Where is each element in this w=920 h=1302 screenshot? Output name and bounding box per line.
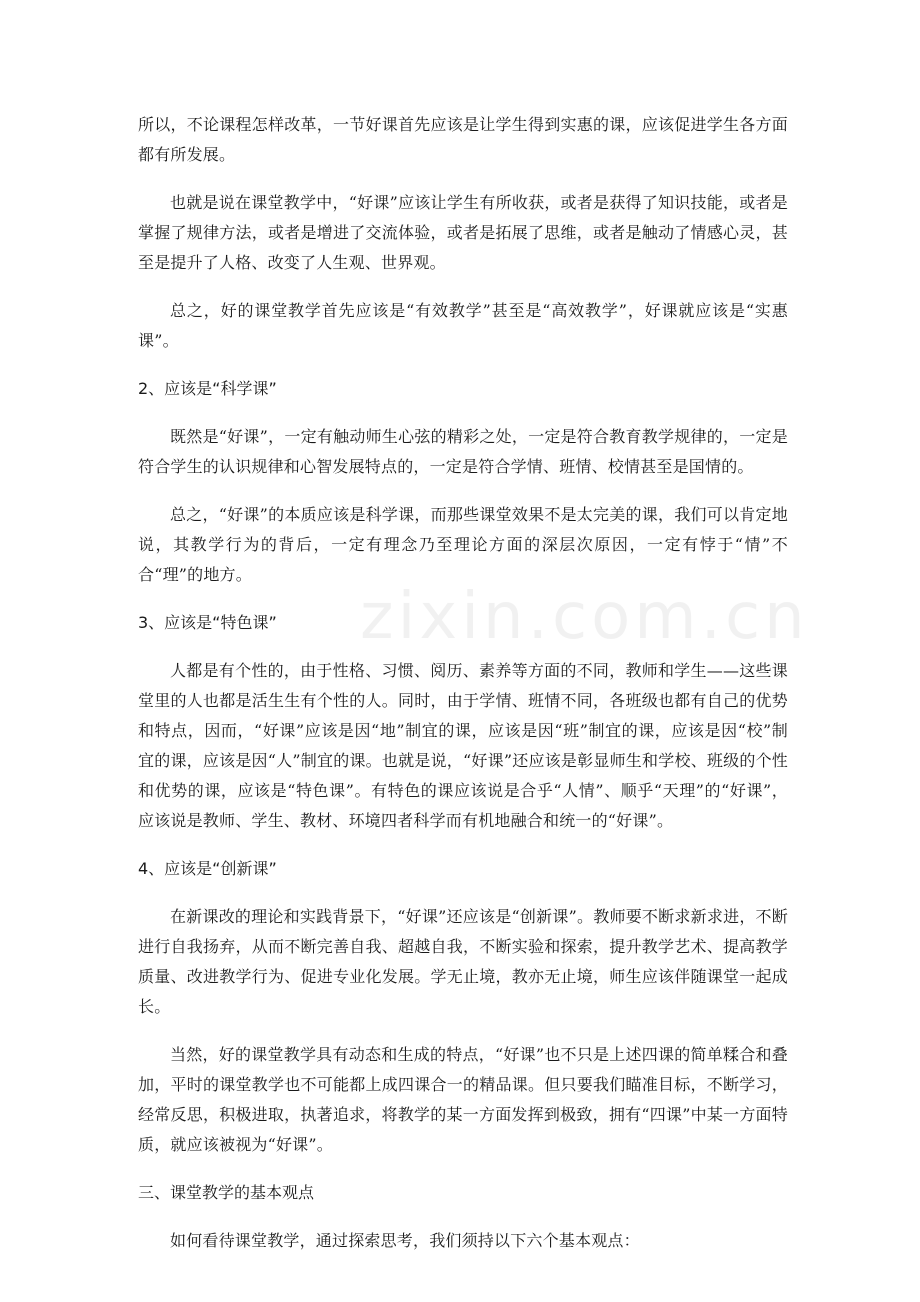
- paragraph-2: 也就是说在课堂教学中，“好课”应该让学生有所收获，或者是获得了知识技能，或者是掌握了规律方法，或者是增进了交流体验，或者是拓展了思维，或者是触动了情感心灵，甚至是提升了人格、改变了人生观、世界观。: [138, 193, 788, 272]
- paragraph-9: 如何看待课堂教学，通过探索思考，我们须持以下六个基本观点：: [170, 1231, 640, 1250]
- paragraph-1: 所以，不论课程怎样改革，一节好课首先应该是让学生得到实惠的课，应该促进学生各方面都有所发展。: [138, 115, 788, 164]
- heading-innovative-lesson: 4、应该是“创新课”: [138, 859, 277, 878]
- paragraph-5: 总之，“好课”的本质应该是科学课，而那些课堂效果不是太完美的课，我们可以肯定地说，其教学行为的背后，一定有理念乃至理论方面的深层次原因，一定有悖于“情”不合“理”的地方。: [138, 505, 788, 584]
- document-body: [138, 110, 788, 1274]
- paragraph-4: 既然是“好课”，一定有触动师生心弦的精彩之处，一定是符合教育教学规律的，一定是符合学生的认识规律和心智发展特点的，一定是符合学情、班情、校情甚至是国情的。: [138, 427, 788, 476]
- paragraph-7: 在新课改的理论和实践背景下，“好课”还应该是“创新课”。教师要不断求新求进，不断进行自我扬弃，从而不断完善自我、超越自我，不断实验和探索，提升教学艺术、提高教学质量、改进教学行为、促进专业化发展。学无止境，教亦无止境，师生应该伴随课堂一起成长。: [138, 907, 788, 1016]
- paragraph-6: 人都是有个性的，由于性格、习惯、阅历、素养等方面的不同，教师和学生——这些课堂里的人也都是活生生有个性的人。同时，由于学情、班情不同，各班级也都有自己的优势和特点，因而，“好课”应该是因“地”制宜的课，应该是因“班”制宜的课，应该是因“校”制宜的课，应该是因“人”制宜的课。也就是说，“好课”还应该是彰显师生和学校、班级的个性和优势的课，应该是“特色课”。有特色的课应该说是合乎“人情”、顺乎“天理”的“好课”，应该说是教师、学生、教材、环境四者科学而有机地融合和统一的“好课”。: [138, 661, 788, 830]
- heading-featured-lesson: 3、应该是“特色课”: [138, 613, 277, 632]
- watermark: zixin.com.cn: [360, 580, 809, 654]
- paragraph-3: 总之，好的课堂教学首先应该是“有效教学”甚至是“高效教学”，好课就应该是“实惠课”。: [138, 301, 788, 350]
- heading-scientific-lesson: 2、应该是“科学课”: [138, 379, 277, 398]
- paragraph-8: 当然，好的课堂教学具有动态和生成的特点，“好课”也不只是上述四课的简单糅合和叠加，平时的课堂教学也不可能都上成四课合一的精品课。但只要我们瞄准目标，不断学习，经常反思，积极进取，执著追求，将教学的某一方面发挥到极致，拥有“四课”中某一方面特质，就应该被视为“好课”。: [138, 1045, 788, 1154]
- heading-basic-viewpoints: 三、课堂教学的基本观点: [138, 1183, 315, 1202]
